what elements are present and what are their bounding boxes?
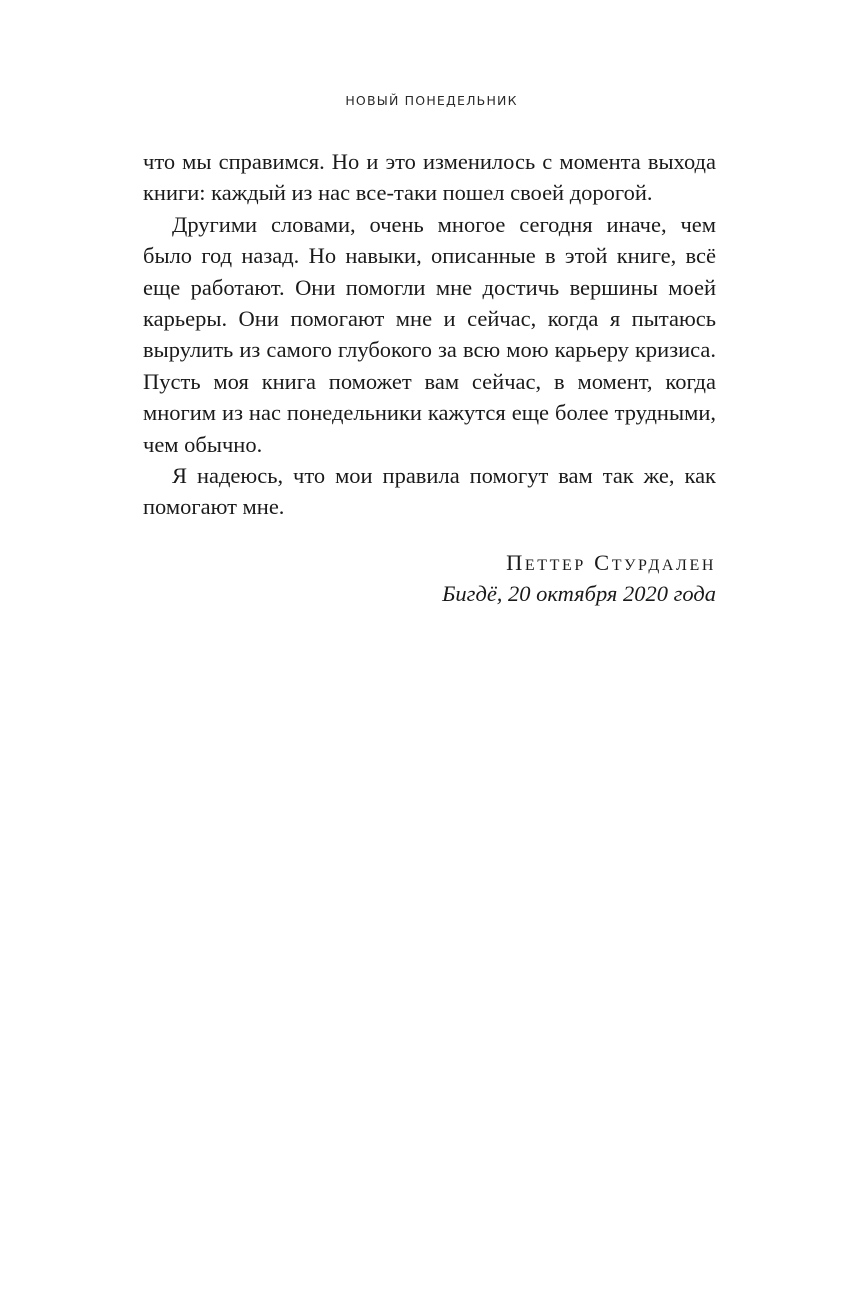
paragraph-other-words: Другими словами, очень многое сегодня иначе, чем было год назад. Но навыки, описанные в этой книге, всё еще работают. Они помогли мне достичь вершины моей карьеры. Они помогают мне и сейчас, когда я пытаюсь вырулить из самого глубокого за всю мою карьеру кризиса. Пусть моя книга поможет вам сейчас, в момент, когда многим из нас понедельники кажутся еще более трудными, чем обычно. xyxy=(143,211,716,457)
author-name: Петтер Стурдален xyxy=(506,550,716,575)
place-date: Бигдё, 20 октября 2020 года xyxy=(442,581,716,607)
running-head: НОВЫЙ ПОНЕДЕЛЬНИК xyxy=(345,93,518,108)
paragraph-hope: Я надеюсь, что мои правила помогут вам так же, как помогают мне. xyxy=(143,463,716,520)
paragraph-continuation: что мы справимся. Но и это изменилось с момента выхода книги: каждый из нас все-таки пошел своей дорогой. xyxy=(143,149,716,206)
signature-block xyxy=(442,547,716,610)
body-text xyxy=(143,146,716,523)
